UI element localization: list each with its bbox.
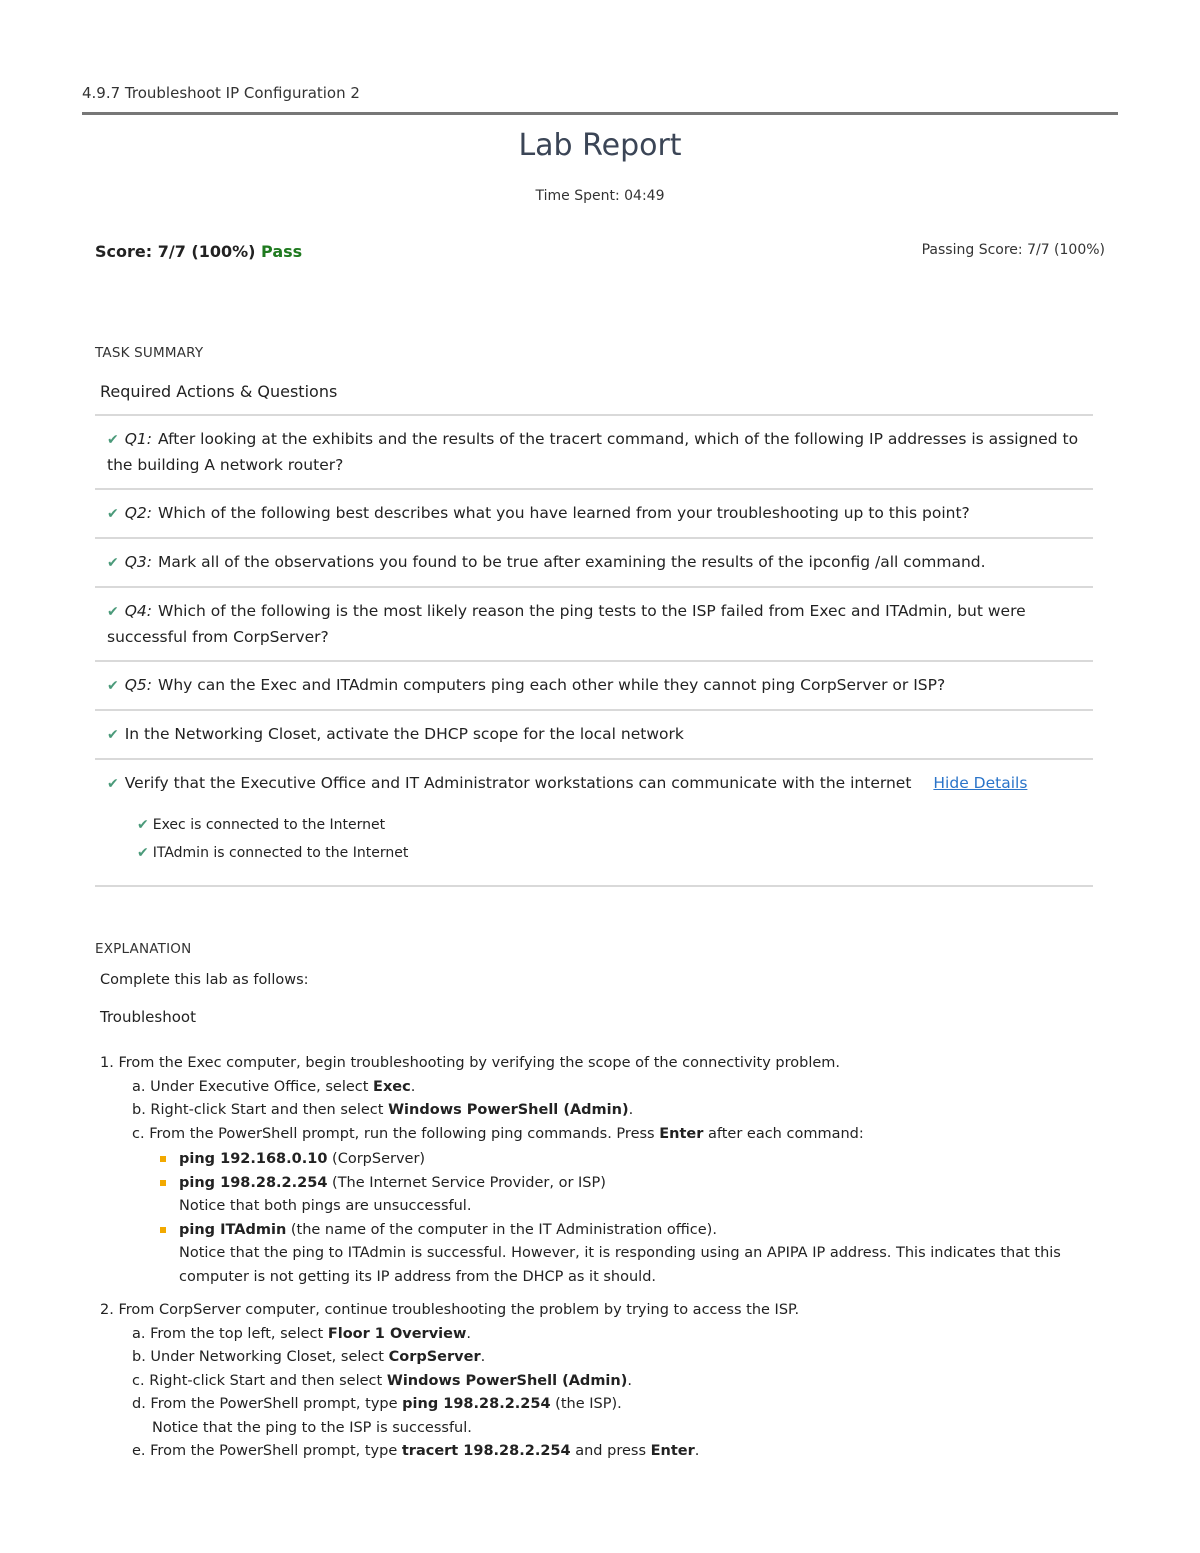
task-text: In the Networking Closet, activate the DHCP scope for the local network [124,725,684,743]
task-item [95,537,1093,586]
hide-details-link[interactable]: Hide Details [933,774,1028,792]
task-text: Why can the Exec and ITAdmin computers ping each other while they cannot ping CorpServer or ISP? [158,676,946,694]
list-item: ping 192.168.0.10 (CorpServer) [160,1148,1090,1172]
task-text: After looking at the exhibits and the results of the tracert command, which of the following IP addresses is assigned to the building A network router? [107,430,1079,474]
task-list [95,414,1093,887]
score [95,242,302,261]
task-details [137,811,1085,867]
pass-status: Pass [261,242,303,261]
task-text: Mark all of the observations you found to be true after examining the results of the ipconfig /all command. [158,553,986,571]
task-item [95,488,1093,537]
checkmark-icon: ✔ [107,604,119,620]
checkmark-icon: ✔ [107,776,119,792]
time-spent: Time Spent: 04:49 [535,188,665,204]
explanation-subheading: Troubleshoot [100,1008,196,1026]
header-divider [82,112,1118,115]
checkmark-icon: ✔ [107,432,119,448]
explanation-steps [100,1052,1090,1474]
checkmark-icon: ✔ [107,506,119,522]
checkmark-icon: ✔ [137,845,149,861]
detail-item: ✔ Exec is connected to the Internet [137,817,386,833]
detail-item: ✔ ITAdmin is connected to the Internet [137,845,409,861]
ping-command-list [100,1148,1090,1289]
task-summary-label: TASK SUMMARY [95,345,204,361]
score-value: Score: 7/7 (100%) [95,242,256,261]
task-item [95,660,1093,709]
task-text: Which of the following best describes what you have learned from your troubleshooting up to this point? [158,504,970,522]
step-2: 2. From CorpServer computer, continue troubleshooting the problem by trying to access the ISP. a. From the top left, select Floor 1 Overview. b. Under Networking Closet, select CorpServer. c. Right-click Start and then select Windows PowerShell (Admin). d. From the PowerShell prompt, type ping 198.28.2.254 (the ISP). Notice that the ping to the ISP is successful. e. From the PowerShell prompt, type tracert 198.28.2.254 and press Enter. [100,1302,800,1459]
required-actions-heading: Required Actions & Questions [100,382,338,401]
passing-score: Passing Score: 7/7 (100%) [921,242,1105,258]
checkmark-icon: ✔ [137,817,149,833]
question-number: Q1: [124,430,153,448]
task-item [95,586,1093,660]
task-item [95,758,1093,887]
explanation-intro: Complete this lab as follows: [100,972,309,988]
question-number: Q2: [124,504,153,522]
page-title: Lab Report [518,128,682,163]
explanation-label: EXPLANATION [95,941,192,957]
list-item: ping ITAdmin (the name of the computer in the IT Administration office). Notice that the ping to ITAdmin is successful. However, it is responding using an APIPA IP address. This indicates that this computer is not getting its IP address from the DHCP as it should. [160,1219,1090,1290]
step-1: 1. From the Exec computer, begin troubleshooting by verifying the scope of the connectivity problem. a. Under Executive Office, select Exec. b. Right-click Start and then select Windows PowerShell (Admin). c. From the PowerShell prompt, run the following ping commands. Press Enter after each command: ping 192.168.0.10 (CorpServer) ping 198.28.2.254 (The Internet Service Provider, or ISP) Notice that both pings are unsuccessful. ping ITAdmin (the name of the computer in the IT Administration office). Notice that the ping to ITAdmin is successful. However, it is responding using an APIPA IP address. This indicates that this computer is not getting its IP address from the DHCP as it should. [100,1052,1090,1289]
task-item [95,414,1093,488]
question-number: Q3: [124,553,153,571]
question-number: Q5: [124,676,153,694]
question-number: Q4: [124,602,153,620]
list-item: ping 198.28.2.254 (The Internet Service Provider, or ISP) Notice that both pings are unsuccessful. [160,1172,1090,1219]
checkmark-icon: ✔ [107,727,119,743]
task-item [95,709,1093,758]
checkmark-icon: ✔ [107,555,119,571]
document-header: 4.9.7 Troubleshoot IP Configuration 2 [82,84,360,102]
checkmark-icon: ✔ [107,678,119,694]
task-text: Which of the following is the most likely reason the ping tests to the ISP failed from Exec and ITAdmin, but were successful from CorpServer? [107,602,1026,646]
task-text: Verify that the Executive Office and IT Administrator workstations can communicate with the internet [124,774,912,792]
